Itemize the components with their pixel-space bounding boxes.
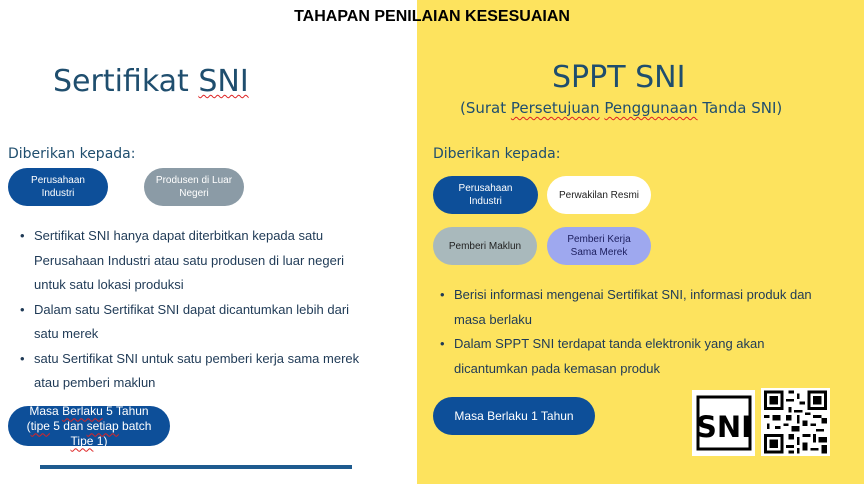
left-recipient-perusahaan: Perusahaan Industri	[8, 168, 108, 206]
sertifikat-title-prefix: Sertifikat	[53, 64, 199, 99]
slide-title: TAHAPAN PENILAIAN KESESUAIAN	[294, 8, 570, 25]
list-item: • satu Sertifikat SNI untuk satu pemberi kerja sama merek atau pemberi maklun	[20, 347, 372, 396]
right-recipient-pemberi-maklun: Pemberi Maklun	[433, 227, 537, 265]
right-given-to-label: Diberikan kepada:	[433, 146, 561, 162]
sppt-title: SPPT SNI	[552, 60, 686, 95]
right-recipient-perwakilan: Perwakilan Resmi	[547, 176, 651, 214]
right-validity-badge: Masa Berlaku 1 Tahun	[433, 397, 595, 435]
list-item: • Dalam satu Sertifikat SNI dapat dicantumkan lebih dari satu merek	[20, 298, 372, 347]
right-recipient-pemberi-kerja: Pemberi Kerja Sama Merek	[547, 227, 651, 265]
left-bullet-list	[20, 224, 372, 396]
right-recipient-perusahaan: Perusahaan Industri	[433, 176, 538, 214]
left-divider	[40, 465, 352, 469]
sni-logo-icon	[692, 390, 755, 456]
svg-text:SNI: SNI	[695, 410, 752, 444]
sppt-subtitle: (Surat Persetujuan Penggunaan Tanda SNI)	[460, 99, 783, 117]
list-item: • Berisi informasi mengenai Sertifikat SNI, informasi produk dan masa berlaku	[440, 283, 835, 332]
list-item: • Dalam SPPT SNI terdapat tanda elektronik yang akan dicantumkan pada kemasan produk	[440, 332, 835, 381]
left-recipient-produsen: Produsen di Luar Negeri	[144, 168, 244, 206]
left-validity-badge	[8, 403, 170, 448]
sertifikat-title-suffix: SNI	[198, 64, 249, 99]
qr-code-icon	[761, 388, 830, 456]
left-given-to-label: Diberikan kepada:	[8, 146, 136, 162]
list-item: • Sertifikat SNI hanya dapat diterbitkan kepada satu Perusahaan Industri atau satu produsen di luar negeri untuk satu lokasi produksi	[20, 224, 372, 298]
right-bullet-list	[440, 283, 835, 381]
sertifikat-title	[53, 64, 249, 99]
left-validity-text: Masa Berlaku 5 Tahun (tipe 5 dan setiap batch Tipe 1)	[26, 403, 152, 448]
